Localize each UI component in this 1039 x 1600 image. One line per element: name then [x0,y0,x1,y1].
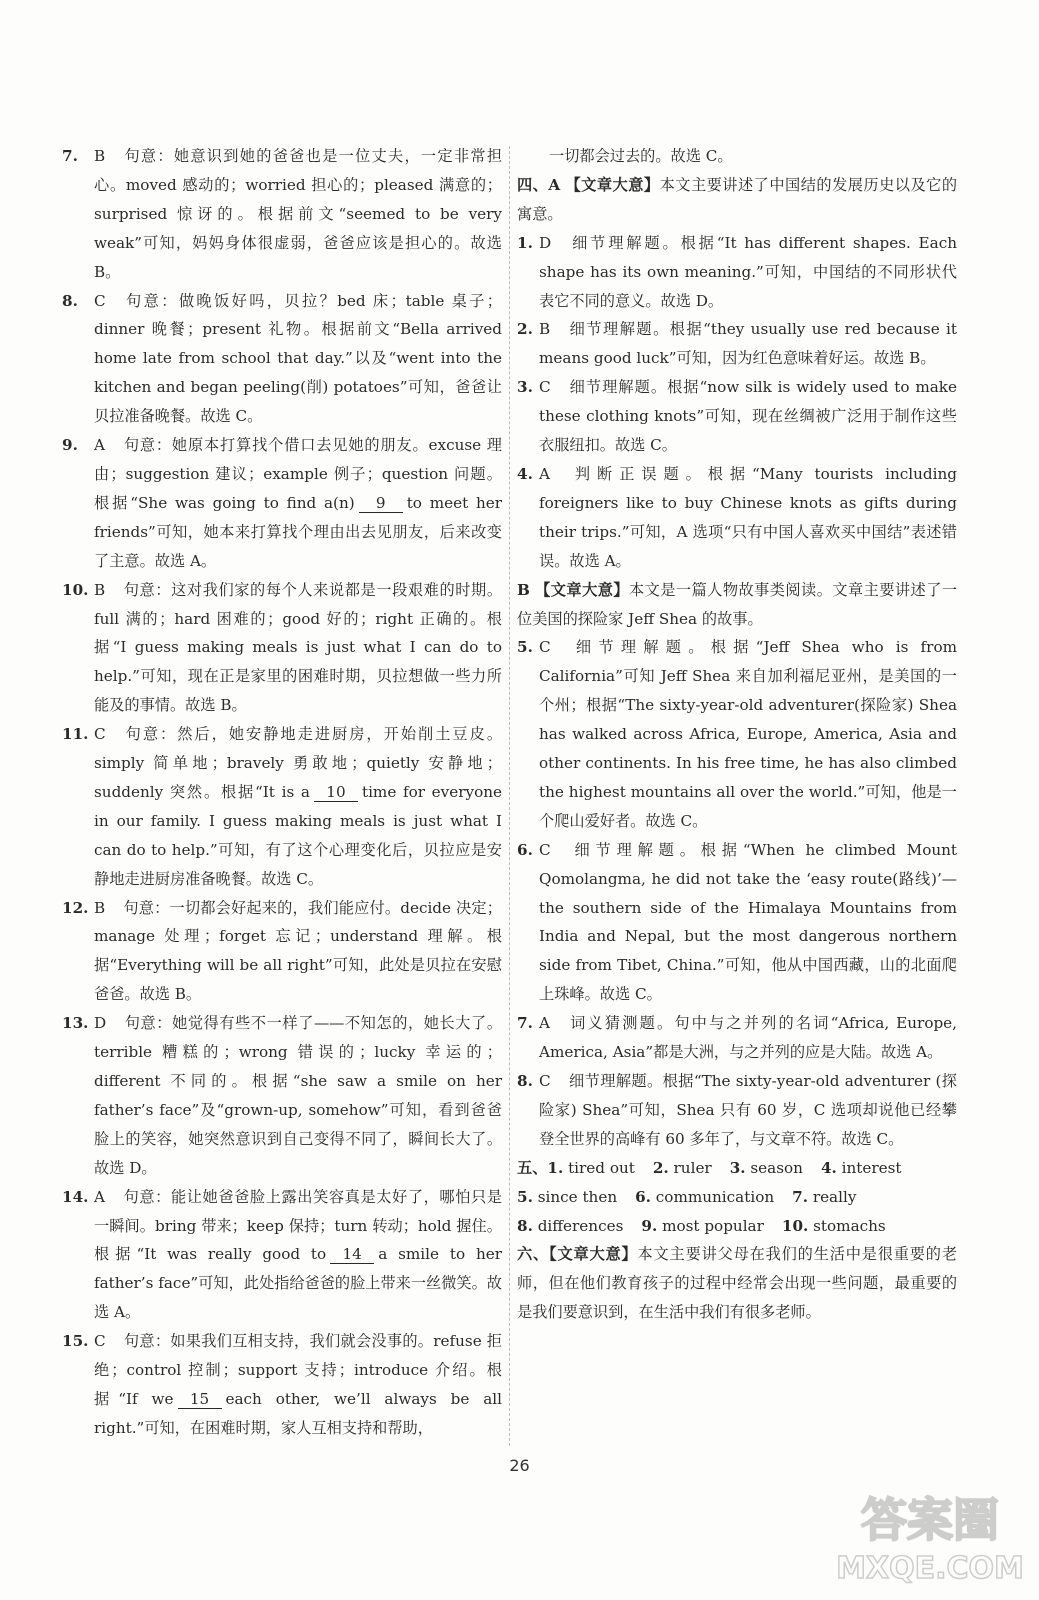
answer-item [62,720,502,893]
section-b-label: B [517,580,530,599]
item-explanation-rest: time for everyone in our family. I guess making meals is just what I can do to help.”可知，有了这个心理变化后，贝拉应是安静地走进厨房准备晚餐。故选 C。 [94,782,502,888]
vocab-number: 1. [547,1158,564,1177]
vocab-number: 4. [820,1158,837,1177]
item-explanation: 句意：做晚饭好吗，贝拉？bed 床；table 桌子；dinner 晚餐；present 礼物。根据前文“Bella arrived home late from school that day.”以及“went into the kitchen and began peeling(削) potatoes”可知，爸爸让贝拉准备晚餐。故选 C。 [94,291,502,426]
blank-number: 15 [178,1390,222,1409]
item-explanation: 判断正误题。根据“Many tourists including foreigners like to buy Chinese knots as gifts during their trips.”可知，A 选项“只有中国人喜欢买中国结”表述错误。故选 A。 [539,464,957,570]
item-answer: A [539,1014,550,1033]
item-explanation: 细节理解题。根据“they usually use red because it means good luck”可知，因为红色意味着好运。故选 B。 [539,320,957,368]
item-answer: C [539,378,551,397]
answer-item [517,633,957,835]
right-column [517,142,957,1327]
blank-number: 10 [314,783,358,802]
watermark-logo [835,1478,1025,1590]
blank-number: 9 [359,494,403,513]
item-explanation: 词义猜测题。句中与之并列的名词“Africa, Europe, America, Asia”都是大洲，与之并列的应是大陆。故选 A。 [539,1014,957,1062]
item-explanation: 细节理解题。根据“The sixty-year-old adventurer (探险家) Shea”可知，Shea 只有 60 岁，C 选项却说他已经攀登全世界的高峰有 60 多年了，与文章不符。故选 C。 [539,1072,957,1148]
answer-item [62,894,502,1010]
answer-item [517,1009,957,1067]
item-explanation: 句意：然后，她安静地走进厨房，开始削土豆皮。simply 简单地；bravely 勇敢地；quietly 安静地；suddenly 突然。根据“It is a [94,725,502,801]
watermark-text: 答案圈 [861,1493,999,1547]
vocab-number: 9. [641,1216,658,1235]
blank-number: 14 [330,1245,374,1264]
vocab-number: 8. [517,1216,533,1235]
item-number: 13. [62,1014,89,1033]
answer-item [62,142,502,287]
item-number: 5. [517,638,533,657]
answer-item [517,1067,957,1154]
item-answer: C [539,840,551,859]
item-explanation: 句意：如果我们互相支持，我们就会没事的。refuse 拒绝；control 控制；support 支持；introduce 介绍。根据“If we [94,1332,502,1408]
item-answer: A [539,464,550,483]
item-explanation-rest: each other, we’ll always be all right.”可知，在困难时期，家人互相支持和帮助， [94,1389,502,1437]
answer-item [62,1183,502,1328]
vocab-number: 2. [652,1158,669,1177]
vocab-answer-row [517,1154,957,1183]
item-number: 15. [62,1332,89,1351]
section-4b-items [517,633,957,1153]
item-answer: D [539,233,552,252]
vocab-answer-row [517,1212,957,1241]
item-explanation-rest: a smile to her father’s face”可知，此处指给爸爸的脸上带来一丝微笑。故选 A。 [94,1245,502,1322]
section-6-tag: 【文章大意】 [549,1245,638,1264]
vocab-word: since then [537,1187,618,1206]
vocab-word: really [812,1187,857,1206]
section-4-text: 本文主要讲述了中国结的发展历史以及它的寓意。 [517,175,958,223]
vocab-word: most popular [662,1216,764,1235]
continuation-text: 一切都会过去的。故选 C。 [549,147,733,165]
item-answer: A [94,436,105,455]
item-answer: C [94,291,106,310]
section-6-text: 本文主要讲父母在我们的生活中是很重要的老师，但在他们教育孩子的过程中经常会出现一些问题，最重要的是我们要意识到，在生活中我们有很多老师。 [517,1245,958,1322]
item-answer: B [539,320,551,339]
item-answer: C [94,725,106,744]
vocab-answer-row [517,1183,957,1212]
section-b-summary [517,576,957,634]
answer-item [62,1327,502,1443]
item-explanation: 细节理解题。根据“Jeff Shea who is from California”可知 Jeff Shea 来自加利福尼亚州，是美国的一个州；根据“The sixty-year-old adventurer(探险家) Shea has walked across Africa, Europe, America, Asia and other continents. In his free time, he has also climbed the highest mountains all over the world.”可知，他是一个爬山爱好者。故选 C。 [539,638,957,830]
item-answer: C [539,1072,551,1090]
item-explanation: 句意：她意识到她的爸爸也是一位丈夫，一定非常担心。moved 感动的；worried 担心的；pleased 满意的；surprised 惊讶的。根据前文“seemed to be very weak”可知，妈妈身体很虚弱，爸爸应该是担心的。故选 B。 [94,147,502,281]
vocab-word: interest [841,1158,902,1177]
item-answer: D [94,1014,107,1033]
section-5-label: 五、 [517,1158,548,1177]
item-answer: A [94,1187,105,1206]
vocab-word: differences [537,1216,624,1235]
item-answer: B [94,898,106,917]
vocab-word: season [750,1158,803,1177]
item-explanation: 细节理解题。根据“now silk is widely used to make these clothing knots”可知，现在丝绸被广泛用于制作这些衣服纽扣。故选 C。 [539,378,957,455]
vocab-word: communication [655,1187,775,1206]
item-number: 10. [62,580,89,599]
vocab-word: stomachs [813,1216,886,1235]
section-5-answers [517,1154,957,1241]
answer-item [517,373,957,460]
column-divider [509,146,510,1446]
left-column [62,142,502,1443]
item-explanation: 句意：这对我们家的每个人来说都是一段艰难的时期。full 满的；hard 困难的；good 好的；right 正确的。根据“I guess making meals is just what I can do to help.”可知，现在正是家里的困难时期，贝拉想做一些力所能及的事情。故选 B。 [94,580,502,715]
section-4-summary [517,171,957,229]
vocab-number: 6. [635,1187,651,1206]
item-explanation: 细节理解题。根据“When he climbed Mount Qomolangma, he did not take the ‘easy route(路线)’—the southern side of the Himalaya Mountains from India and Nepal, but the most dangerous northern side from Tibet, China.”可知，他从中国西藏，山的北面爬上珠峰。故选 C。 [539,840,957,1004]
vocab-number: 7. [792,1187,808,1206]
item-number: 14. [62,1187,89,1206]
section-b-text: 本文是一篇人物故事类阅读。文章主要讲述了一位美国的探险家 Jeff Shea 的故事。 [517,580,958,628]
answer-item [62,576,502,721]
answer-item [62,1009,502,1182]
item-number: 7. [517,1014,533,1033]
watermark-url: MXQE.COM [836,1551,1024,1586]
item-explanation: 句意：她觉得有些不一样了——不知怎的，她长大了。terrible 糟糕的；wrong 错误的；lucky 幸运的；different 不同的。根据“she saw a smile on her father’s face”及“grown-up, somehow”可知，看到爸爸脸上的笑容，她突然意识到自己变得不同了，瞬间长大了。故选 D。 [94,1014,502,1177]
item-number: 9. [62,436,78,455]
item-answer: B [94,580,106,599]
section-b-tag: 【文章大意】 [535,580,629,599]
item-number: 1. [517,233,533,252]
item-explanation: 句意：能让她爸爸脸上露出笑容真是太好了，哪怕只是一瞬间。bring 带来；keep 保持；turn 转动；hold 握住。根据“It was really good to [94,1187,502,1264]
page-number: 26 [509,1456,530,1475]
section-6-summary [517,1240,957,1327]
item-number: 8. [517,1072,533,1090]
item-explanation: 句意：一切都会好起来的，我们能应付。decide 决定；manage 处理；forget 忘记；understand 理解。根据“Everything will be all right”可知，此处是贝拉在安慰爸爸。故选 B。 [94,898,502,1004]
item-answer: C [539,638,551,657]
vocab-word: tired out [568,1158,635,1177]
item-answer: B [94,147,106,165]
vocab-number: 3. [729,1158,746,1177]
item-number: 7. [62,147,78,165]
item-number: 2. [517,320,533,339]
item-number: 11. [62,725,89,744]
item-number: 8. [62,291,78,310]
section-4a-items [517,229,957,576]
answer-item [517,460,957,576]
answer-item [62,431,502,576]
item-explanation-rest: to meet her friends”可知，她本来打算找个理由出去见朋友，后来改变了主意。故选 A。 [94,493,503,570]
item-explanation: 句意：她原本打算找个借口去见她的朋友。excuse 理由；suggestion 建议；example 例子；question 问题。根据“She was going to find a(n) [94,436,502,512]
answer-item [517,315,957,373]
item-number: 12. [62,898,89,917]
item-number: 3. [517,378,533,397]
answer-item [517,836,957,1009]
vocab-number: 5. [517,1187,533,1206]
item-number: 6. [517,840,533,859]
vocab-number: 10. [781,1216,809,1235]
section-4-label: 四、A [517,175,561,194]
answer-item [62,287,502,432]
item-answer: C [94,1332,106,1351]
section-4-tag: 【文章大意】 [565,175,660,194]
vocab-word: ruler [673,1158,712,1177]
item-number: 4. [517,464,533,483]
answer-item [517,229,957,316]
item-explanation: 细节理解题。根据“It has different shapes. Each shape has its own meaning.”可知，中国结的不同形状代表它不同的意义。故选 D。 [539,233,957,310]
section-6-label: 六、 [517,1245,550,1264]
